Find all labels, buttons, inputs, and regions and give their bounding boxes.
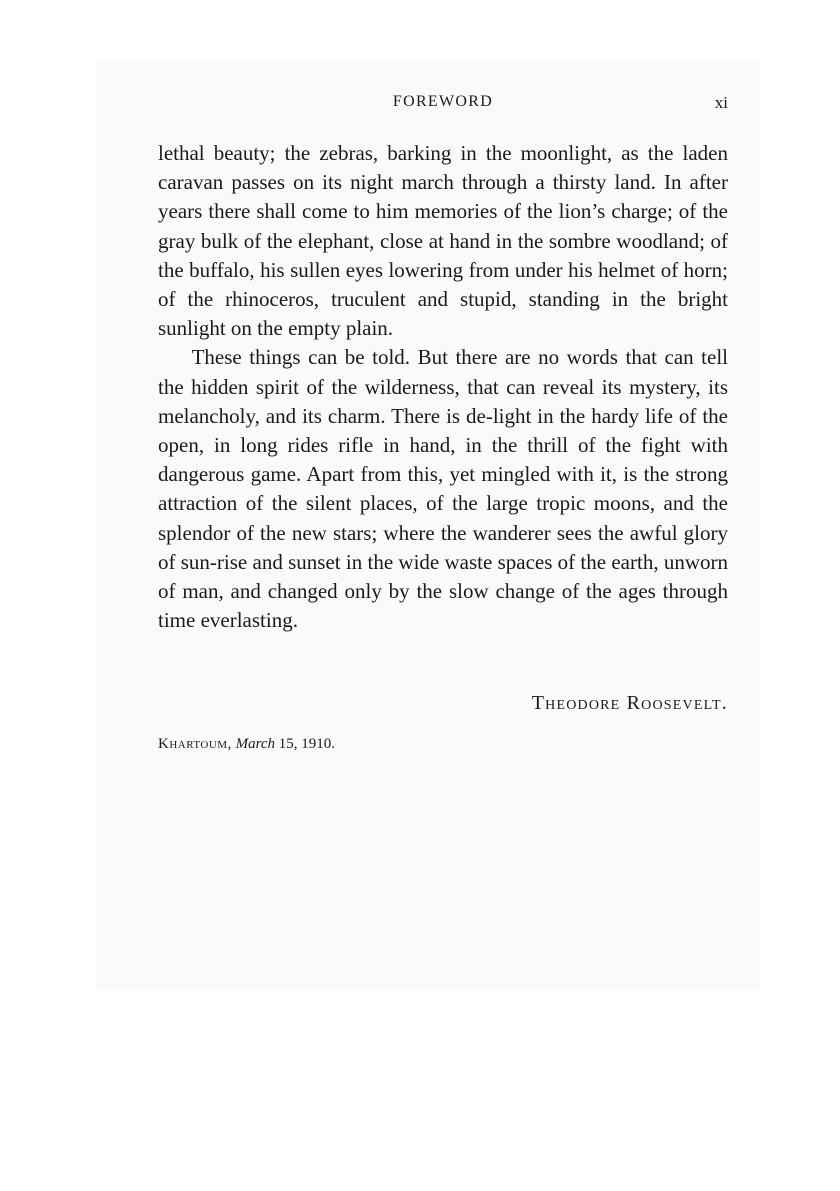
author-signature: Theodore Roosevelt. — [531, 692, 728, 714]
page-number: xi — [714, 93, 728, 112]
dateline-month: March — [235, 736, 276, 752]
dateline-date: 15, 1910. — [278, 736, 336, 752]
foreword-text — [158, 139, 728, 635]
paragraph-2: These things can be told. But there are no words that can tell the hidden spirit of the wilderness, that can reveal its mystery, its melancholy, and its charm. There is de-light in the hardy life of the open, in long rides rifle in hand, in the thrill of the fight with dangerous game. Apart from this, yet mingled with it, is the strong attraction of the silent places, of the large tropic moons, and the splendor of the new stars; where the wanderer sees the awful glory of sun-rise and sunset in the wide waste spaces of the earth, unworn of man, and changed only by the slow change of the ages through time everlasting. — [158, 345, 728, 633]
running-head — [158, 93, 728, 117]
dateline — [158, 736, 335, 753]
page-title: FOREWORD — [392, 93, 494, 110]
dateline-place: Khartoum, — [158, 736, 232, 752]
paragraph-1: lethal beauty; the zebras, barking in the moonlight, as the laden caravan passes on its night march through a thirsty land. In after years there shall come to him memories of the lion’s charge; of the gray bulk of the elephant, close at hand in the sombre woodland; of the buffalo, his sullen eyes lowering from under his helmet of horn; of the rhinoceros, truculent and stupid, standing in the bright sunlight on the empty plain. — [158, 141, 728, 341]
